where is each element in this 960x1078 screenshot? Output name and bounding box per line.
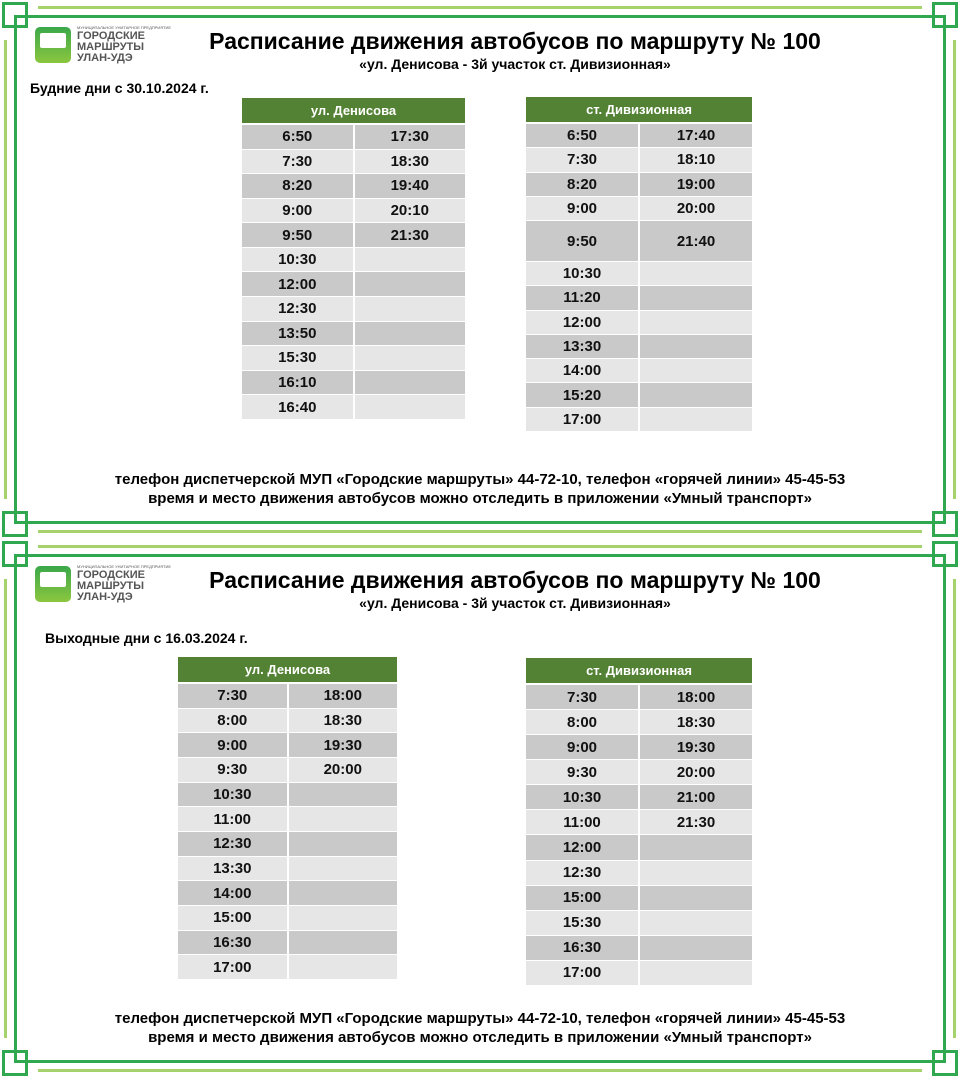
departure-time: 8:00 <box>526 710 638 734</box>
departure-time: 17:00 <box>526 408 638 431</box>
departure-time: 21:00 <box>640 785 752 809</box>
departure-time: 13:30 <box>526 335 638 358</box>
logo-name: ГОРОДСКИЕ МАРШРУТЫ УЛАН-УДЭ <box>77 569 145 603</box>
table-row <box>242 150 465 174</box>
departure-time <box>355 322 466 346</box>
corner-ornament <box>932 511 958 537</box>
departure-time <box>289 832 398 856</box>
table-row <box>526 760 752 784</box>
departure-time <box>640 961 752 985</box>
departure-time: 18:00 <box>640 685 752 709</box>
table-row <box>526 124 752 147</box>
departure-time: 20:00 <box>640 197 752 220</box>
departure-time: 9:00 <box>178 733 287 757</box>
departure-time: 9:50 <box>526 221 638 261</box>
company-logo <box>35 25 172 65</box>
table-row <box>178 857 397 881</box>
table-row <box>526 359 752 382</box>
departure-time: 9:00 <box>526 197 638 220</box>
departure-time: 7:30 <box>242 150 353 174</box>
table-row <box>526 710 752 734</box>
corner-ornament <box>932 1050 958 1076</box>
departure-time: 12:30 <box>526 861 638 885</box>
departure-time: 11:00 <box>178 807 287 831</box>
corner-ornament <box>2 511 28 537</box>
frame-line <box>4 579 7 1038</box>
table-row <box>526 785 752 809</box>
departure-time <box>640 835 752 859</box>
departure-time <box>640 911 752 935</box>
departure-time: 17:30 <box>355 125 466 149</box>
stop-header: ул. Денисова <box>242 98 465 123</box>
departure-time <box>355 346 466 370</box>
departure-time: 12:30 <box>178 832 287 856</box>
departure-time: 13:50 <box>242 322 353 346</box>
departure-time <box>640 262 752 285</box>
departure-time <box>355 272 466 296</box>
departure-time: 18:10 <box>640 148 752 171</box>
departure-time: 7:30 <box>526 685 638 709</box>
departure-time: 13:30 <box>178 857 287 881</box>
table-row <box>242 125 465 149</box>
departure-time: 12:00 <box>526 835 638 859</box>
table-row <box>526 383 752 406</box>
departure-time: 9:30 <box>526 760 638 784</box>
schedule-date: Будние дни с 30.10.2024 г. <box>30 80 209 96</box>
table-row <box>242 371 465 395</box>
logo-small-text: МУНИЦИПАЛЬНОЕ УНИТАРНОЕ ПРЕДПРИЯТИЕ <box>77 564 172 569</box>
departure-time: 11:00 <box>526 810 638 834</box>
departure-time: 9:30 <box>178 758 287 782</box>
departure-time: 12:00 <box>526 311 638 334</box>
frame-line <box>953 579 956 1038</box>
table-row <box>526 886 752 910</box>
table-row <box>242 346 465 370</box>
departure-time <box>355 371 466 395</box>
departure-time: 17:40 <box>640 124 752 147</box>
frame-line <box>38 6 922 9</box>
table-row <box>178 906 397 930</box>
corner-ornament <box>932 541 958 567</box>
table-row <box>526 835 752 859</box>
table-row <box>242 272 465 296</box>
table-row <box>178 758 397 782</box>
logo-small-text: МУНИЦИПАЛЬНОЕ УНИТАРНОЕ ПРЕДПРИЯТИЕ <box>77 25 172 30</box>
table-row <box>178 832 397 856</box>
frame-line <box>38 545 922 548</box>
departure-time: 11:20 <box>526 286 638 309</box>
departure-time <box>640 286 752 309</box>
timetable <box>178 657 397 980</box>
table-row <box>526 173 752 196</box>
departure-time: 10:30 <box>526 785 638 809</box>
corner-ornament <box>932 2 958 28</box>
page-title: Расписание движения автобусов по маршруту № 100 <box>209 567 821 593</box>
departure-time: 9:00 <box>242 199 353 223</box>
departure-time <box>640 886 752 910</box>
table-row <box>526 335 752 358</box>
departure-time: 15:00 <box>178 906 287 930</box>
departure-time: 12:00 <box>242 272 353 296</box>
table-row <box>526 911 752 935</box>
corner-ornament <box>2 2 28 28</box>
departure-time: 19:40 <box>355 174 466 198</box>
footer-info: телефон диспетчерской МУП «Городские маршруты» 44-72-10, телефон «горячей линии» 45-45-53 время и место движения автобусов можно отследить в приложении «Умный транспорт» <box>114 471 846 507</box>
table-row <box>526 286 752 309</box>
frame-line <box>4 40 7 499</box>
departure-time: 15:20 <box>526 383 638 406</box>
departure-time: 16:30 <box>526 936 638 960</box>
departure-time <box>640 383 752 406</box>
route-subtitle: «ул. Денисова - 3й участок ст. Дивизионная» <box>359 56 671 72</box>
page-title: Расписание движения автобусов по маршруту № 100 <box>209 28 821 54</box>
departure-time: 15:30 <box>526 911 638 935</box>
table-row <box>526 685 752 709</box>
departure-time: 8:20 <box>526 173 638 196</box>
departure-time: 19:00 <box>640 173 752 196</box>
departure-time <box>640 335 752 358</box>
departure-time: 8:00 <box>178 709 287 733</box>
table-row <box>526 810 752 834</box>
table-row <box>526 936 752 960</box>
departure-time: 15:00 <box>526 886 638 910</box>
table-row <box>178 881 397 905</box>
departure-time: 6:50 <box>526 124 638 147</box>
departure-time <box>640 311 752 334</box>
schedule-panel <box>0 539 960 1078</box>
departure-time: 21:30 <box>640 810 752 834</box>
frame-line <box>38 1069 922 1072</box>
schedule-date: Выходные дни с 16.03.2024 г. <box>45 630 248 646</box>
departure-time <box>289 857 398 881</box>
table-row <box>178 807 397 831</box>
departure-time: 18:30 <box>640 710 752 734</box>
corner-ornament <box>2 1050 28 1076</box>
departure-time: 8:20 <box>242 174 353 198</box>
departure-time: 16:30 <box>178 931 287 955</box>
table-row <box>526 221 752 261</box>
table-row <box>526 408 752 431</box>
departure-time: 10:30 <box>178 783 287 807</box>
table-row <box>526 148 752 171</box>
departure-time <box>289 906 398 930</box>
table-row <box>526 961 752 985</box>
departure-time: 21:40 <box>640 221 752 261</box>
departure-time <box>640 936 752 960</box>
departure-time: 21:30 <box>355 223 466 247</box>
departure-time: 17:00 <box>178 955 287 979</box>
departure-time: 20:00 <box>640 760 752 784</box>
departure-time: 18:00 <box>289 684 398 708</box>
departure-time <box>355 395 466 419</box>
table-row <box>178 684 397 708</box>
table-row <box>242 248 465 272</box>
table-row <box>242 199 465 223</box>
timetable <box>526 658 752 986</box>
table-row <box>242 395 465 419</box>
table-row <box>178 783 397 807</box>
table-row <box>526 861 752 885</box>
table-row <box>526 311 752 334</box>
stop-header: ул. Денисова <box>178 657 397 682</box>
departure-time: 10:30 <box>526 262 638 285</box>
departure-time: 9:00 <box>526 735 638 759</box>
route-subtitle: «ул. Денисова - 3й участок ст. Дивизионная» <box>359 595 671 611</box>
company-logo <box>35 564 172 604</box>
departure-time <box>355 248 466 272</box>
departure-time <box>355 297 466 321</box>
departure-time: 7:30 <box>526 148 638 171</box>
corner-ornament <box>2 541 28 567</box>
table-row <box>178 931 397 955</box>
departure-time: 14:00 <box>526 359 638 382</box>
departure-time <box>289 955 398 979</box>
departure-time: 9:50 <box>242 223 353 247</box>
logo-name: ГОРОДСКИЕ МАРШРУТЫ УЛАН-УДЭ <box>77 30 145 64</box>
frame-line <box>953 40 956 499</box>
departure-time <box>640 861 752 885</box>
table-row <box>242 322 465 346</box>
timetable <box>242 98 465 420</box>
bus-icon <box>35 27 71 63</box>
departure-time: 17:00 <box>526 961 638 985</box>
departure-time: 12:30 <box>242 297 353 321</box>
departure-time: 19:30 <box>289 733 398 757</box>
table-row <box>178 955 397 979</box>
table-row <box>526 262 752 285</box>
table-row <box>178 709 397 733</box>
timetable <box>526 97 752 432</box>
departure-time: 14:00 <box>178 881 287 905</box>
table-row <box>242 174 465 198</box>
departure-time: 16:10 <box>242 371 353 395</box>
bus-icon <box>35 566 71 602</box>
departure-time: 10:30 <box>242 248 353 272</box>
departure-time: 18:30 <box>289 709 398 733</box>
departure-time: 7:30 <box>178 684 287 708</box>
departure-time <box>289 881 398 905</box>
table-row <box>526 735 752 759</box>
departure-time <box>640 408 752 431</box>
table-row <box>178 733 397 757</box>
departure-time: 18:30 <box>355 150 466 174</box>
table-row <box>242 297 465 321</box>
departure-time: 16:40 <box>242 395 353 419</box>
departure-time <box>289 807 398 831</box>
departure-time: 20:10 <box>355 199 466 223</box>
departure-time: 15:30 <box>242 346 353 370</box>
departure-time: 19:30 <box>640 735 752 759</box>
stop-header: ст. Дивизионная <box>526 97 752 122</box>
departure-time <box>640 359 752 382</box>
table-row <box>526 197 752 220</box>
footer-info: телефон диспетчерской МУП «Городские маршруты» 44-72-10, телефон «горячей линии» 45-45-53 время и место движения автобусов можно отследить в приложении «Умный транспорт» <box>114 1010 846 1046</box>
departure-time <box>289 931 398 955</box>
departure-time: 20:00 <box>289 758 398 782</box>
departure-time <box>289 783 398 807</box>
stop-header: ст. Дивизионная <box>526 658 752 683</box>
table-row <box>242 223 465 247</box>
departure-time: 6:50 <box>242 125 353 149</box>
frame-line <box>38 530 922 533</box>
